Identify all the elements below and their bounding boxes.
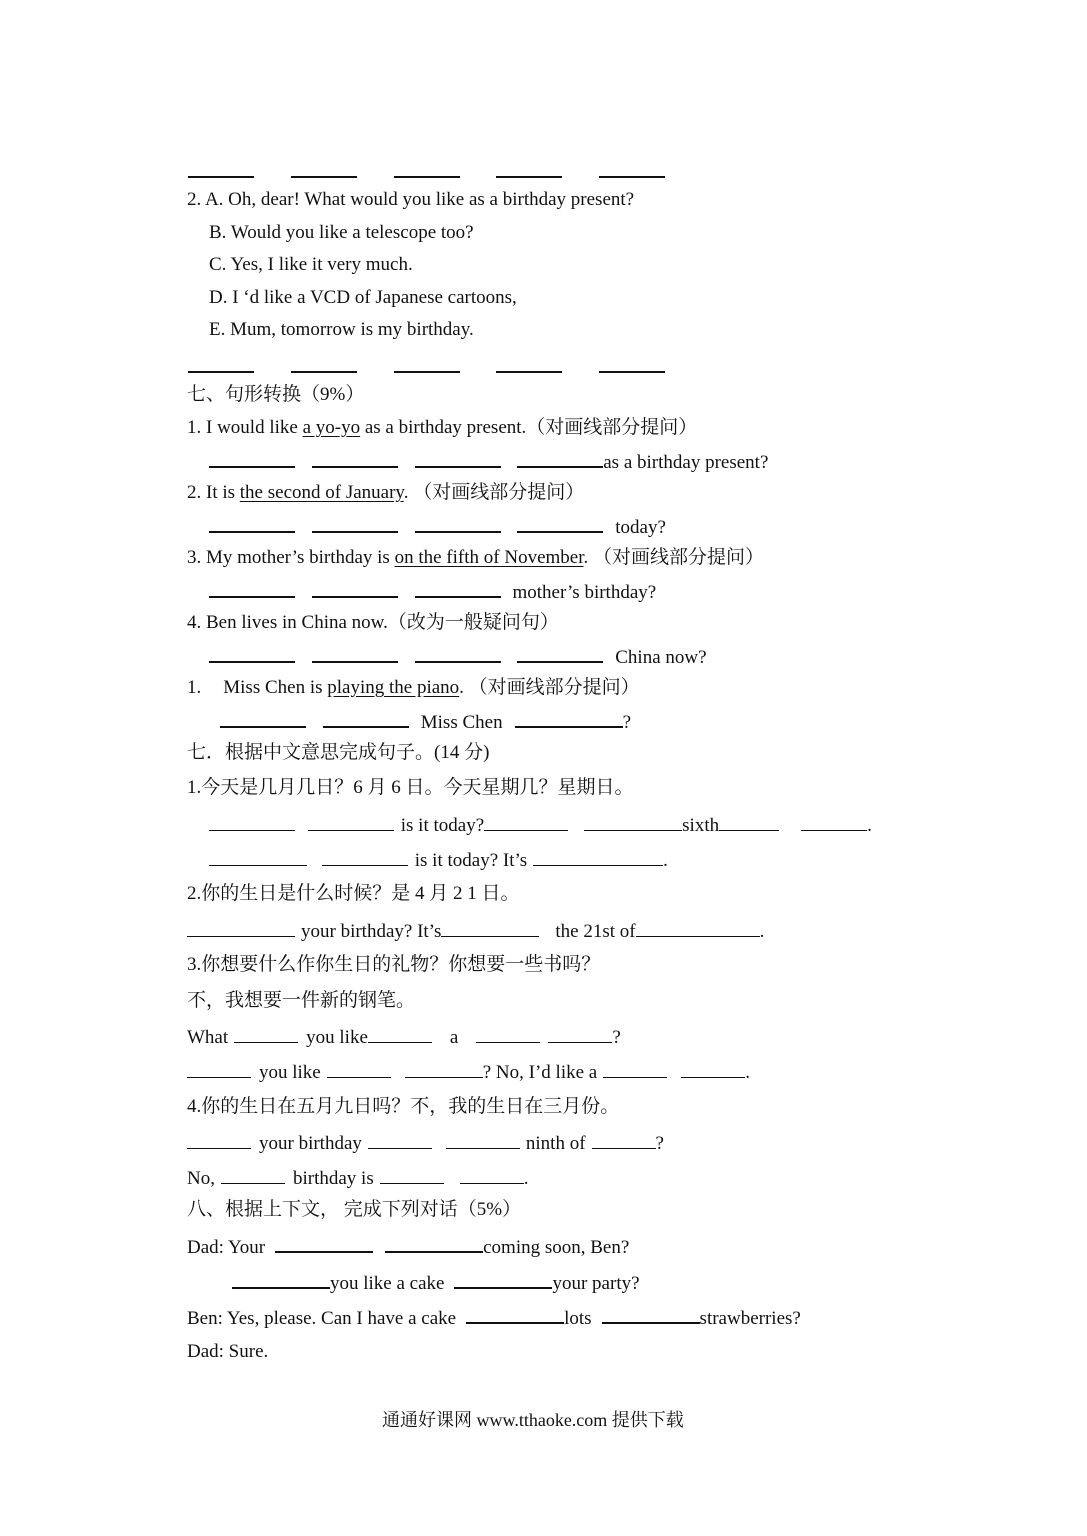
q3-l1-end: ? (612, 1027, 621, 1048)
q1-l1-b: sixth (682, 815, 720, 836)
s2-post: . （对画线部分提问） (403, 482, 585, 503)
answer-blanks-q2[interactable] (188, 353, 665, 380)
s4-answer-tail: China now? (615, 647, 707, 668)
complete-q3-chinese-2: 不，我想要一件新的钢笔。 (187, 990, 416, 1011)
q1-l2-a: is it today? It’s (414, 850, 528, 871)
s2-underlined: the second of January (239, 482, 404, 503)
q4-l1-end: ? (655, 1133, 664, 1154)
transform-sentence-2 (187, 481, 584, 505)
dialogue-l3-b: lots (564, 1308, 592, 1329)
s3-answer-tail: mother’s birthday? (512, 582, 657, 603)
transform-answer-5[interactable] (220, 708, 631, 735)
s1-underlined: a yo-yo (302, 417, 361, 438)
transform-sentence-4: 4. Ben lives in China now.（改为一般疑问句） (187, 612, 559, 633)
q2-a: your birthday? It’s (301, 921, 442, 942)
transform-answer-2[interactable] (209, 513, 666, 540)
complete-q1-chinese: 1.今天是几月几日？6 月 6 日。今天星期几？星期日。 (187, 777, 634, 798)
complete-q1-line1[interactable] (209, 812, 872, 838)
complete-q2-line[interactable] (187, 918, 764, 944)
q3-l1-b: you like (306, 1027, 368, 1048)
section-heading-complete: 七．根据中文意思完成句子。(14 分) (187, 742, 490, 763)
q2-b: the 21st of (555, 921, 636, 942)
s3-pre: 3. My mother’s birthday is (187, 547, 395, 568)
dialogue-line-4: Dad: Sure. (187, 1341, 269, 1362)
page-footer: 通通好课网 www.tthaoke.com 提供下载 (382, 1410, 684, 1430)
q3-l1-a: What (187, 1027, 229, 1048)
s2-pre: 2. It is (187, 482, 240, 503)
dialogue-line-3[interactable] (187, 1304, 801, 1331)
dialogue-l3-c: strawberries? (699, 1308, 801, 1329)
q3-l1-c: a (449, 1027, 459, 1048)
transform-answer-4[interactable] (209, 643, 707, 670)
complete-q4-line2[interactable] (187, 1165, 528, 1191)
q1-l1-a: is it today? (400, 815, 485, 836)
complete-q3-line2[interactable] (187, 1059, 750, 1085)
dialogue-l3-a: Ben: Yes, please. Can I have a cake (187, 1308, 457, 1329)
s3-post: . （对画线部分提问） (583, 547, 765, 568)
q4-l2-b: birthday is (292, 1168, 374, 1189)
complete-q4-line1[interactable] (187, 1130, 664, 1156)
complete-q3-chinese-1: 3.你想要什么作你生日的礼物？你想要一些书吗？ (187, 954, 601, 975)
q2-end: . (759, 921, 765, 942)
s1-post: as a birthday present.（对画线部分提问） (360, 417, 698, 438)
dialogue-l1-a: Dad: Your (187, 1237, 266, 1258)
q3-l2-a: you like (259, 1062, 321, 1083)
dialogue-l2-a: you like a cake (330, 1273, 445, 1294)
q2-option-a: 2. A. Oh, dear! What would you like as a birthday present? (187, 189, 635, 210)
dialogue-l2-b: your party? (552, 1273, 640, 1294)
s5-underlined: playing the piano (327, 677, 460, 698)
s2-answer-tail: today? (615, 517, 666, 538)
q2-option-b: B. Would you like a telescope too? (209, 222, 474, 243)
transform-sentence-3 (187, 546, 764, 570)
complete-q2-chinese: 2.你的生日是什么时候？是 4 月 2 1 日。 (187, 883, 520, 904)
answer-blanks-q1[interactable] (188, 158, 665, 185)
transform-sentence-5 (187, 676, 640, 700)
section-heading-dialogue: 八、根据上下文， 完成下列对话（5%） (187, 1199, 522, 1220)
s5-end: ? (622, 712, 632, 733)
dialogue-l1-b: coming soon, Ben? (483, 1237, 630, 1258)
dialogue-line-2[interactable] (232, 1269, 640, 1296)
q2-option-d: D. I ‘d like a VCD of Japanese cartoons, (209, 287, 517, 308)
q4-l1-b: ninth of (525, 1133, 586, 1154)
s1-answer-tail: as a birthday present? (603, 452, 769, 473)
transform-answer-1[interactable] (209, 448, 768, 475)
s1-pre: 1. I would like (187, 417, 303, 438)
section-heading-transform: 七、句形转换（9%） (187, 384, 365, 405)
q2-option-e: E. Mum, tomorrow is my birthday. (209, 319, 474, 340)
q3-l2-b: ? No, I’d like a (482, 1062, 598, 1083)
transform-answer-3[interactable] (209, 578, 656, 605)
s5-post: . （对画线部分提问） (459, 677, 640, 698)
s3-underlined: on the fifth of November (394, 547, 584, 568)
complete-q3-line1[interactable] (187, 1024, 621, 1050)
q2-option-c: C. Yes, I like it very much. (209, 254, 413, 275)
transform-sentence-1 (187, 416, 697, 440)
q1-l1-end: . (867, 815, 872, 836)
q4-l2-a: No, (187, 1168, 215, 1189)
q4-l1-a: your birthday (259, 1133, 362, 1154)
q4-l2-end: . (523, 1168, 529, 1189)
s5-pre: Miss Chen is (223, 677, 328, 698)
s5-number: 1. (187, 677, 202, 698)
s5-mid: Miss Chen (420, 712, 503, 733)
complete-q1-line2[interactable] (209, 847, 668, 873)
complete-q4-chinese: 4.你的生日在五月九日吗？不，我的生日在三月份。 (187, 1096, 620, 1117)
q1-l2-end: . (663, 850, 668, 871)
q3-l2-end: . (745, 1062, 750, 1083)
dialogue-line-1[interactable] (187, 1233, 629, 1260)
